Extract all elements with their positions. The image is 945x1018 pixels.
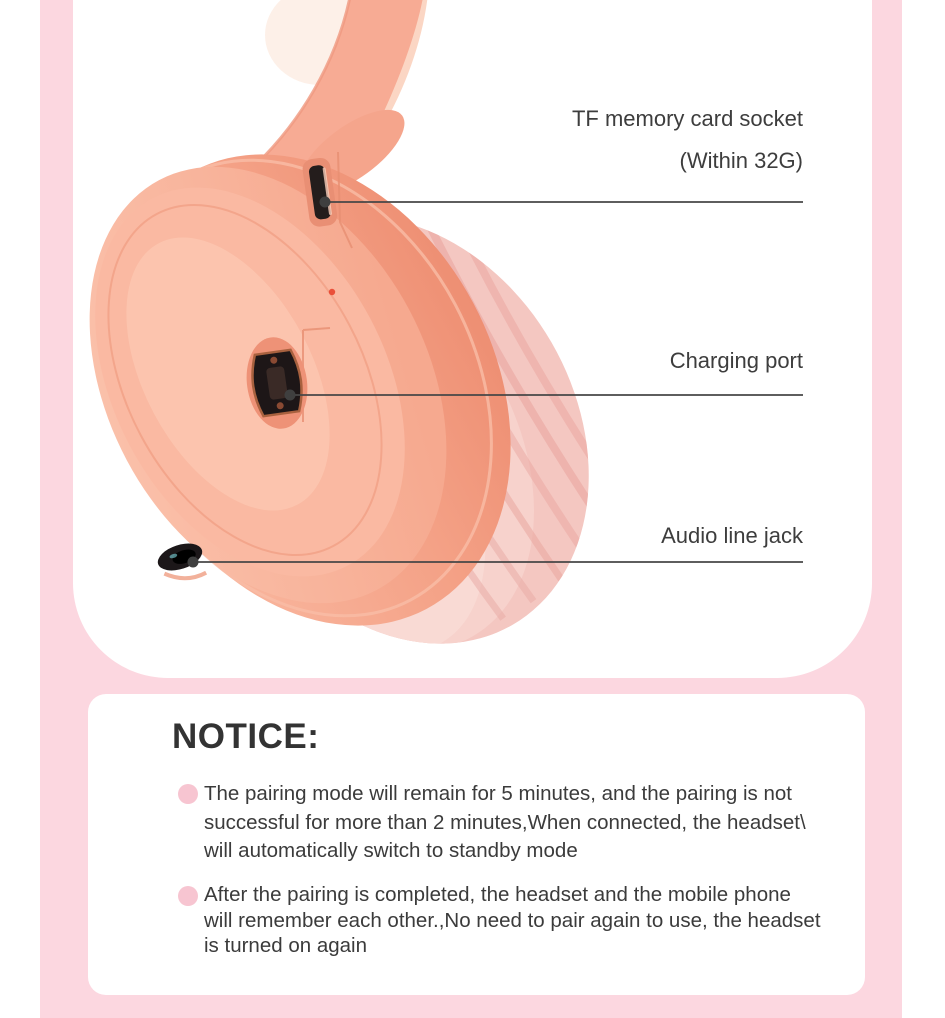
notice-line: will remember each other.,No need to pair again to use, the headset bbox=[204, 908, 821, 932]
tf-socket-sublabel: (Within 32G) bbox=[679, 148, 803, 173]
notice-item bbox=[88, 882, 821, 959]
notice-item bbox=[88, 780, 806, 866]
notice-card bbox=[88, 694, 865, 995]
notice-line: After the pairing is completed, the headset and the mobile phone bbox=[204, 883, 791, 906]
charging-callout-dot bbox=[285, 390, 296, 401]
notice-item-text bbox=[204, 780, 806, 866]
charging-port-label: Charging port bbox=[669, 348, 803, 373]
notice-line: will automatically switch to standby mode bbox=[204, 839, 578, 862]
notice-line: is turned on again bbox=[204, 934, 367, 957]
headphones-photo bbox=[73, 0, 872, 678]
audio-callout-dot bbox=[188, 557, 199, 568]
tf-socket-label: TF memory card socket bbox=[571, 106, 803, 131]
notice-line: The pairing mode will remain for 5 minutes, and the pairing is not bbox=[204, 782, 792, 805]
led-indicator bbox=[329, 289, 335, 295]
notice-line: successful for more than 2 minutes,When connected, the headset\ bbox=[204, 810, 806, 834]
audio-jack-label: Audio line jack bbox=[661, 523, 803, 548]
notice-item-text bbox=[204, 882, 821, 959]
notice-title: NOTICE: bbox=[172, 717, 320, 756]
product-photo-panel bbox=[73, 0, 872, 678]
bullet-icon bbox=[178, 784, 198, 804]
bullet-icon bbox=[178, 886, 198, 906]
tf-callout-dot bbox=[320, 197, 331, 208]
